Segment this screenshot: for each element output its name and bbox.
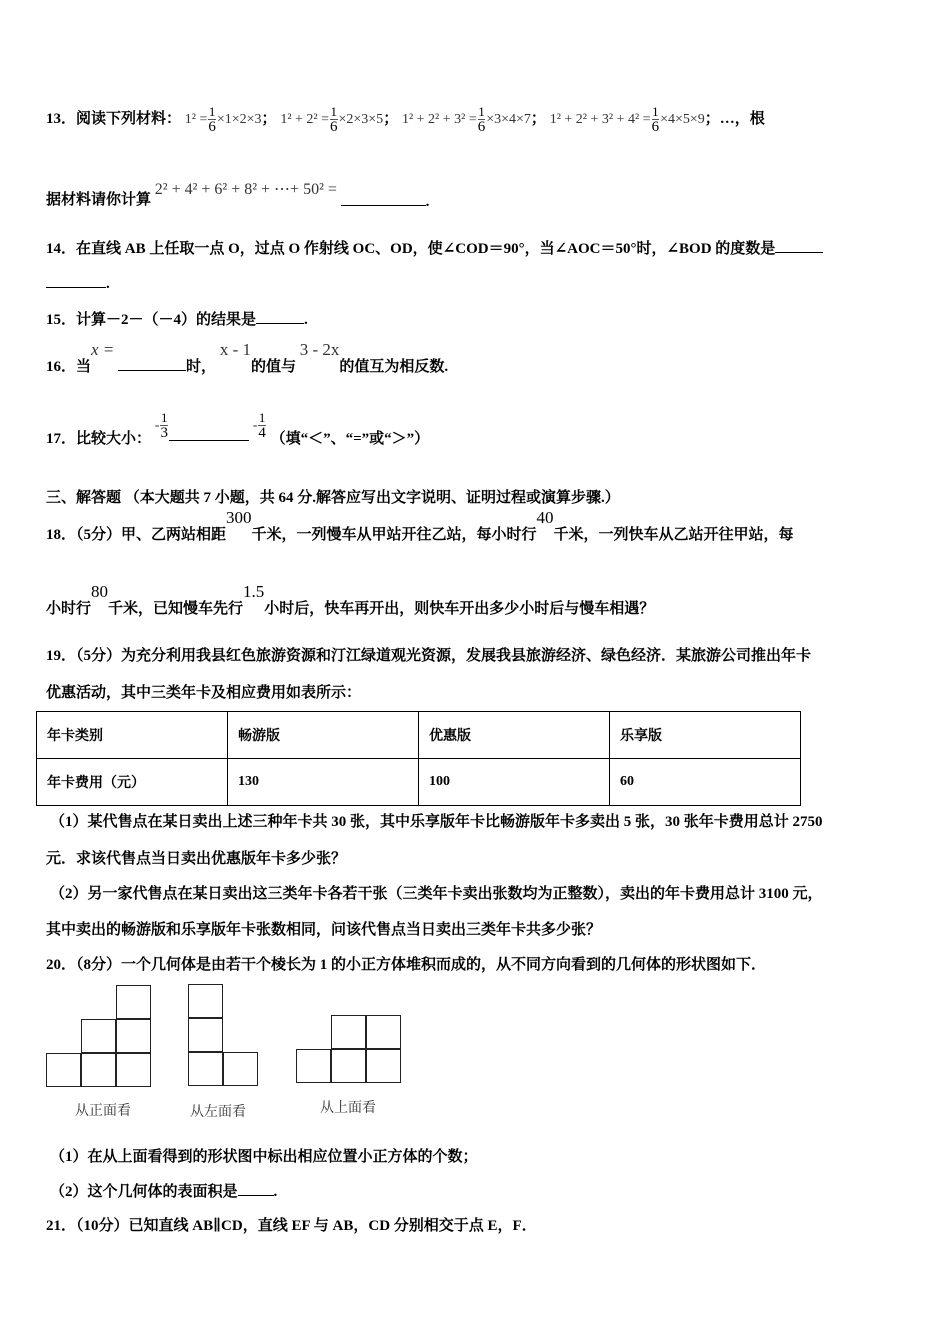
- text: 的值互为相反数.: [339, 359, 449, 375]
- text: 千米，已知慢车先行: [108, 601, 244, 617]
- text: 18．（5分）甲、乙两站相距: [46, 527, 227, 543]
- eq: ×2×3×5: [338, 111, 384, 127]
- fraction: [208, 104, 216, 135]
- text: 小时行: [46, 601, 92, 617]
- value: 80: [91, 582, 109, 601]
- sep: ；: [383, 110, 399, 127]
- q20-part1: （1）在从上面看得到的形状图中标出相应位置小正方体的个数；: [50, 1149, 478, 1165]
- text: 16．当: [46, 359, 92, 375]
- period: .: [304, 312, 308, 328]
- expression: 2² + 4² + 6² + 8² + ⋯+ 50² =: [154, 181, 337, 198]
- den: 6: [330, 119, 338, 135]
- cube-square: [116, 1019, 151, 1053]
- eq: 1² + 2² + 3² =: [401, 111, 477, 127]
- cube-square[interactable]: [366, 1015, 401, 1049]
- q20-part2: [50, 1180, 277, 1201]
- question-20: 20．（8分）一个几何体是由若干个棱长为 1 的小正方体堆积而成的，从不同方向看到的几何体的形状图如下．: [46, 957, 767, 973]
- answer-blank[interactable]: [46, 273, 106, 288]
- num: 1: [258, 410, 266, 425]
- section-3-heading: 三、解答题 （本大题共 7 小题，共 64 分.解答应写出文字说明、证明过程或演算步骤.）: [46, 490, 620, 506]
- text: 的值与: [250, 359, 296, 375]
- q19-part2-line2: 其中卖出的畅游版和乐享版年卡张数相同，问该代售点当日卖出三类年卡共多少张？: [46, 922, 602, 938]
- question-16: [46, 340, 449, 376]
- num: 1: [652, 104, 659, 119]
- question-14: [46, 237, 823, 258]
- cube-square: [116, 1053, 151, 1087]
- period: .: [425, 194, 430, 210]
- cube-square: [188, 1018, 223, 1052]
- answer-blank[interactable]: [256, 309, 304, 324]
- eq: 1² + 2² + 3² + 4² =: [549, 111, 651, 127]
- table-cell: 130: [228, 759, 419, 806]
- cube-square[interactable]: [296, 1049, 331, 1083]
- cube-square[interactable]: [331, 1015, 366, 1049]
- table-row: [37, 759, 801, 806]
- caption: 从上面看: [320, 1100, 376, 1116]
- answer-blank[interactable]: [169, 426, 249, 441]
- table-cell: 100: [419, 759, 610, 806]
- table-cell: 年卡类别: [37, 712, 228, 759]
- fraction: [478, 104, 486, 135]
- den: 6: [477, 119, 486, 135]
- value: 40: [536, 508, 554, 527]
- fraction: [160, 410, 168, 441]
- question-21: 21．（10分）已知直线 AB∥CD，直线 EF 与 AB，CD 分别相交于点 E，F．: [46, 1218, 537, 1234]
- cube-square[interactable]: [366, 1049, 401, 1083]
- eq: ×1×2×3: [216, 111, 262, 127]
- cube-square[interactable]: [331, 1049, 366, 1083]
- num: 1: [208, 104, 216, 119]
- cube-square: [188, 984, 223, 1018]
- text: （2）这个几何体的表面积是: [50, 1184, 238, 1200]
- expr-3-minus-2x: 3 - 2x: [299, 340, 340, 359]
- cube-square: [116, 985, 151, 1019]
- q13-label: 13．阅读下列材料：: [46, 110, 182, 127]
- sign: -: [252, 417, 258, 433]
- cube-square: [81, 1019, 116, 1053]
- text: 千米，一列快车从乙站开往甲站，每: [553, 527, 794, 543]
- question-13: [46, 104, 765, 135]
- num: 1: [330, 104, 337, 119]
- eq: 1² + 2² =: [280, 111, 329, 127]
- table-cell: 年卡费用（元）: [37, 759, 228, 806]
- question-14-line2: [46, 273, 110, 293]
- den: 3: [160, 425, 168, 441]
- question-18-line2: [46, 582, 655, 618]
- q19-part1: （1）某代售点在某日卖出上述三种年卡共 30 张，其中乐享版年卡比畅游版年卡多卖出 5 张，30 张年卡费用总计 2750: [50, 814, 823, 830]
- expr-x-minus-1: x - 1: [219, 340, 251, 359]
- period: .: [273, 1184, 278, 1200]
- tail: ；…，根: [704, 110, 765, 127]
- text: 据材料请你计算: [46, 192, 152, 208]
- q19-part2: （2）另一家代售点在某日卖出这三类年卡各若干张（三类年卡卖出张数均为正整数），卖出的年卡费用总计 3100 元，: [50, 886, 823, 902]
- cube-square: [46, 1053, 81, 1087]
- text: 15．计算－2－（－4）的结果是: [46, 312, 257, 328]
- text: 小时后，快车再开出，则快车开出多少小时后与慢车相遇？: [264, 601, 655, 617]
- text: 17．比较大小：: [46, 430, 152, 447]
- value: 300: [226, 508, 252, 527]
- question-17: [46, 410, 430, 447]
- sep: ；: [261, 110, 277, 127]
- question-13-line2: [46, 178, 430, 210]
- den: 4: [258, 425, 266, 441]
- answer-blank[interactable]: [341, 191, 426, 206]
- table-header-row: [37, 712, 801, 759]
- question-19-line2: 优惠活动，其中三类年卡及相应费用如表所示：: [46, 685, 362, 701]
- question-18: [46, 508, 794, 544]
- expr-x: x =: [91, 340, 115, 359]
- caption: 从左面看: [190, 1104, 246, 1120]
- period: .: [106, 276, 110, 292]
- answer-blank[interactable]: [238, 1181, 274, 1196]
- fraction: [652, 104, 660, 135]
- text: 时，: [186, 359, 217, 375]
- cube-square: [81, 1053, 116, 1087]
- cube-square: [223, 1052, 258, 1086]
- text: 千米，一列慢车从甲站开往乙站，每小时行: [251, 527, 537, 543]
- sep: ；: [530, 110, 546, 127]
- question-15: [46, 308, 308, 329]
- text: （填“＜”、“=”或“＞”）: [270, 430, 430, 447]
- den: 6: [208, 119, 216, 135]
- question-19: 19．（5分）为充分利用我县红色旅游资源和汀江绿道观光资源，发展我县旅游经济、绿色经济．某旅游公司推出年卡: [46, 648, 812, 664]
- table-cell: 优惠版: [419, 712, 610, 759]
- table-cell: 60: [610, 759, 801, 806]
- sign: -: [154, 417, 160, 433]
- eq: ×4×5×9: [660, 111, 705, 127]
- caption: 从正面看: [75, 1103, 131, 1119]
- num: 1: [478, 104, 485, 119]
- eq: ×3×4×7: [486, 111, 531, 127]
- fraction: [330, 104, 338, 135]
- cube-square: [188, 1052, 223, 1086]
- q19-part1-line2: 元．求该代售点当日卖出优惠版年卡多少张？: [46, 851, 347, 867]
- num: 1: [160, 410, 168, 425]
- text: 14．在直线 AB 上任取一点 O，过点 O 作射线 OC、OD，使∠COD＝90°，当∠AOC＝50°时，∠BOD 的度数是: [46, 241, 776, 257]
- table-cell: 乐享版: [610, 712, 801, 759]
- den: 6: [651, 119, 660, 135]
- answer-blank[interactable]: [118, 356, 186, 371]
- table-cell: 畅游版: [228, 712, 419, 759]
- value: 1.5: [243, 582, 265, 601]
- fee-table: [36, 711, 801, 806]
- fraction: [258, 410, 266, 441]
- answer-blank[interactable]: [775, 238, 823, 253]
- eq: 1² =: [184, 111, 208, 127]
